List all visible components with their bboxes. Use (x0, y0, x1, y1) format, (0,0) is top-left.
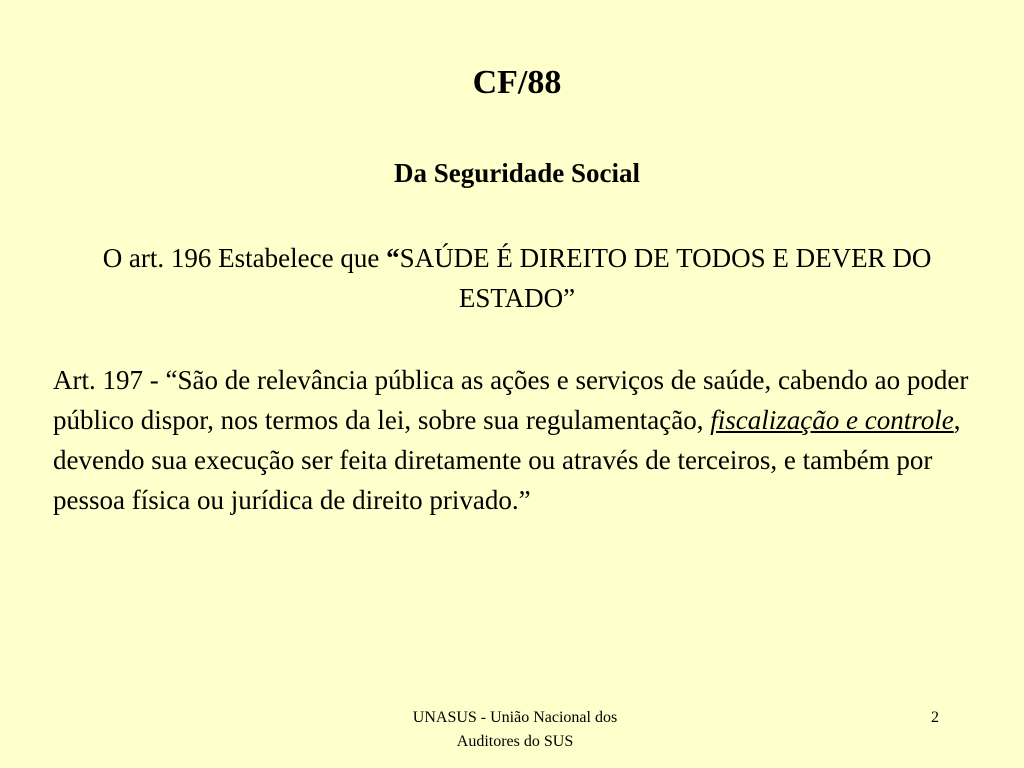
art-196-paragraph (60, 238, 974, 318)
slide-title: CF/88 (472, 64, 562, 101)
footer-line-2: Auditores do SUS (456, 733, 574, 750)
art-197-tail: , devendo sua execução ser feita diretamente ou através de terceiros, e também por pessoa física ou jurídica de direito privado.” (53, 405, 961, 515)
footer-line-1: UNASUS - União Nacional dos (412, 709, 618, 726)
slide-subtitle: Da Seguridade Social (393, 158, 641, 188)
art-197-emphasis: fiscalização e controle (710, 405, 954, 435)
art-197-paragraph (53, 360, 983, 520)
art-196-open-quote: “ (386, 243, 400, 273)
art-197-lead: Art. 197 - “São de relevância pública as ações e serviços de saúde, cabendo ao poder público dispor, nos termos da lei, sobre sua regulamentação, (53, 365, 969, 435)
art-196-intro: O art. 196 Estabelece que (102, 243, 387, 273)
footer-text (350, 706, 680, 754)
page-number: 2 (931, 709, 939, 726)
art-196-quote: SAÚDE É DIREITO DE TODOS E DEVER DO ESTADO” (399, 243, 932, 313)
